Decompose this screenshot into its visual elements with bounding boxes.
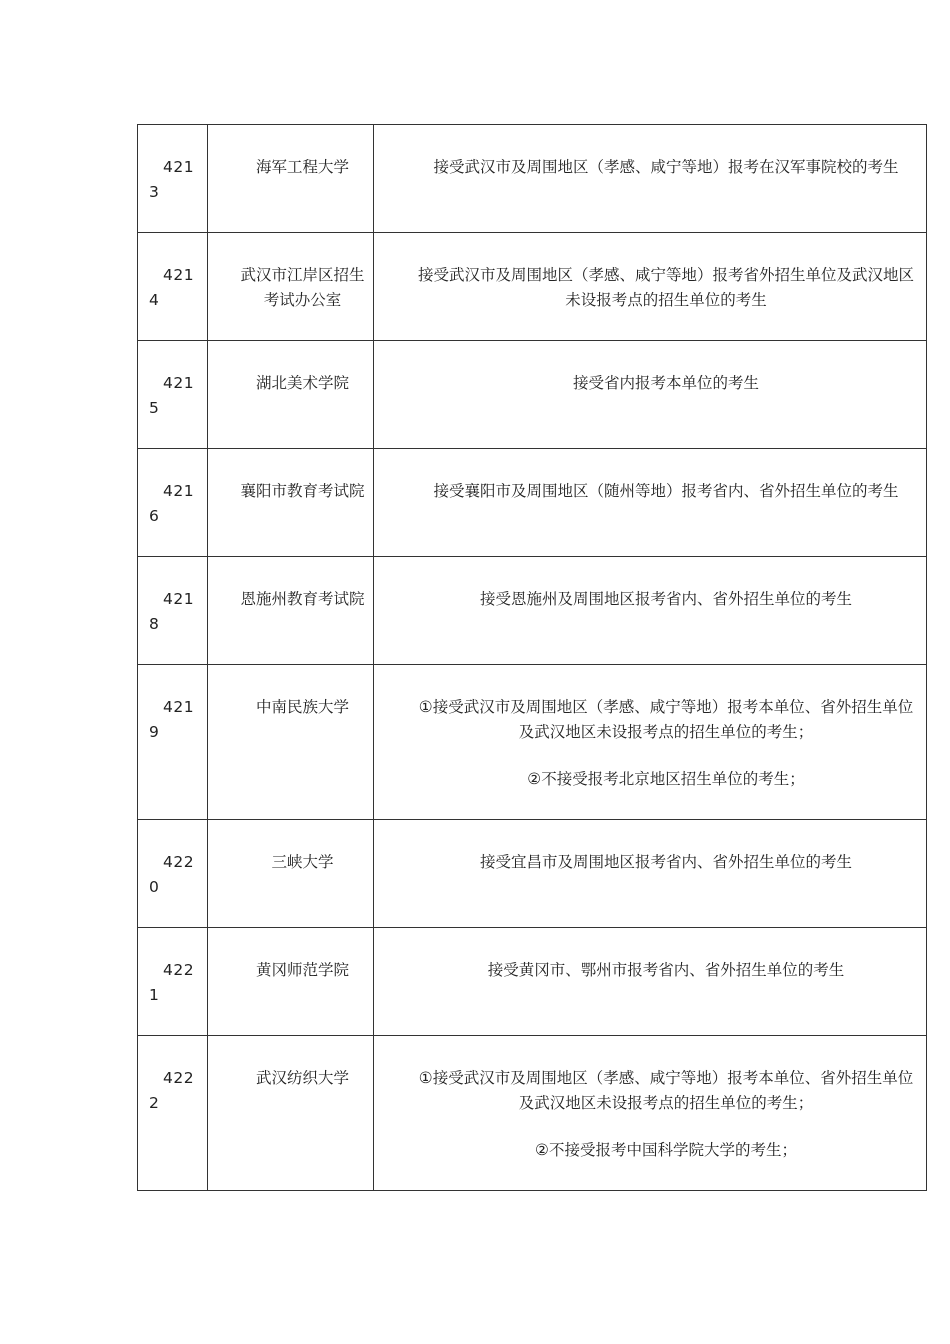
site-note: 接受省内报考本单位的考生 — [572, 374, 759, 392]
site-note: 接受恩施州及周围地区报考省内、省外招生单位的考生 — [479, 590, 852, 608]
site-note-cell — [374, 125, 927, 233]
site-unit-cell — [208, 820, 374, 928]
table-body — [138, 125, 927, 1191]
table-row — [138, 233, 927, 341]
site-unit-name: 襄阳市教育考试院 — [240, 482, 365, 500]
table-row — [138, 449, 927, 557]
site-note: ①接受武汉市及周围地区（孝感、咸宁等地）报考本单位、省外招生单位及武汉地区未设报考点的招生单位的考生； — [418, 1069, 914, 1112]
site-note: 接受黄冈市、鄂州市报考省内、省外招生单位的考生 — [487, 961, 845, 979]
site-code: 4219 — [149, 698, 195, 741]
site-code: 4214 — [149, 266, 195, 309]
site-code: 4220 — [149, 853, 195, 896]
site-unit-name: 湖北美术学院 — [255, 374, 349, 392]
site-code-cell — [138, 557, 208, 665]
site-note-second: ②不接受报考中国科学院大学的考生； — [535, 1141, 797, 1159]
site-unit-name: 武汉纺织大学 — [255, 1069, 349, 1087]
site-unit-name: 三峡大学 — [271, 853, 334, 871]
site-note-cell — [374, 233, 927, 341]
site-unit-cell — [208, 125, 374, 233]
site-note-cell — [374, 820, 927, 928]
site-note: 接受襄阳市及周围地区（随州等地）报考省内、省外招生单位的考生 — [433, 482, 899, 500]
site-code-cell — [138, 449, 208, 557]
site-code-cell — [138, 233, 208, 341]
table-row — [138, 125, 927, 233]
site-unit-name: 恩施州教育考试院 — [240, 590, 365, 608]
site-note-cell — [374, 928, 927, 1036]
table-row — [138, 665, 927, 820]
site-code: 4216 — [149, 482, 195, 525]
note-spacer — [414, 745, 918, 767]
site-note-second: ②不接受报考北京地区招生单位的考生； — [527, 770, 805, 788]
site-code: 4218 — [149, 590, 195, 633]
site-unit-name: 武汉市江岸区招生考试办公室 — [240, 266, 365, 309]
site-note-cell — [374, 665, 927, 820]
site-unit-cell — [208, 665, 374, 820]
site-code: 4215 — [149, 374, 195, 417]
site-unit-cell — [208, 1036, 374, 1191]
table-row — [138, 928, 927, 1036]
site-note: 接受武汉市及周围地区（孝感、咸宁等地）报考省外招生单位及武汉地区未设报考点的招生单位的考生 — [417, 266, 914, 309]
site-unit-cell — [208, 449, 374, 557]
site-note-cell — [374, 1036, 927, 1191]
table-row — [138, 1036, 927, 1191]
site-note-cell — [374, 449, 927, 557]
site-code-cell — [138, 341, 208, 449]
site-unit-cell — [208, 557, 374, 665]
exam-site-table — [137, 124, 927, 1191]
site-unit-name: 黄冈师范学院 — [255, 961, 349, 979]
site-code: 4221 — [149, 961, 195, 1004]
table-row — [138, 341, 927, 449]
site-unit-cell — [208, 233, 374, 341]
site-unit-name: 海军工程大学 — [255, 158, 349, 176]
table-row — [138, 557, 927, 665]
site-unit-name: 中南民族大学 — [255, 698, 349, 716]
site-note: 接受宜昌市及周围地区报考省内、省外招生单位的考生 — [479, 853, 852, 871]
site-code-cell — [138, 928, 208, 1036]
site-code-cell — [138, 665, 208, 820]
site-unit-cell — [208, 928, 374, 1036]
site-note-cell — [374, 557, 927, 665]
site-code: 4222 — [149, 1069, 195, 1112]
site-code: 4213 — [149, 158, 195, 201]
site-note: 接受武汉市及周围地区（孝感、咸宁等地）报考在汉军事院校的考生 — [433, 158, 899, 176]
site-code-cell — [138, 1036, 208, 1191]
site-code-cell — [138, 820, 208, 928]
site-note: ①接受武汉市及周围地区（孝感、咸宁等地）报考本单位、省外招生单位及武汉地区未设报考点的招生单位的考生； — [418, 698, 914, 741]
site-code-cell — [138, 125, 208, 233]
table-row — [138, 820, 927, 928]
note-spacer — [414, 1116, 918, 1138]
site-unit-cell — [208, 341, 374, 449]
site-note-cell — [374, 341, 927, 449]
